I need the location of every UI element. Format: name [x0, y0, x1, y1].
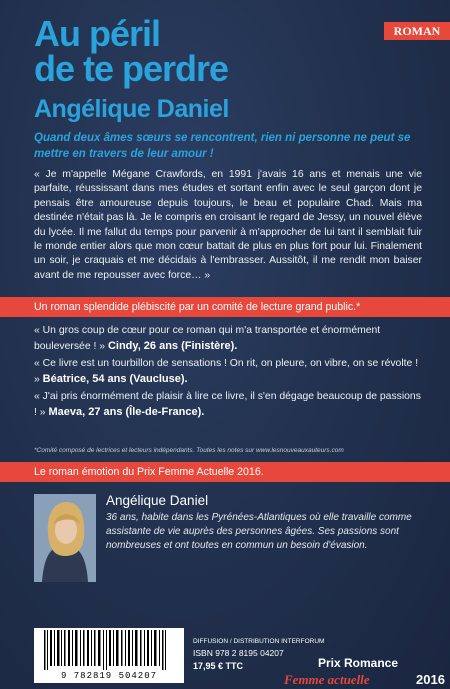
book-title [34, 13, 229, 89]
quote-author: Maeva, 27 ans (Île-de-France). [48, 405, 205, 418]
author-photo [34, 494, 96, 582]
quote-text: « J'ai pris énormément de plaisir à lire ce livre, il s'en dégage beaucoup de passions ! » [34, 391, 421, 418]
genre-badge: ROMAN [384, 22, 450, 40]
barcode-number: 9 782819 504207 [60, 671, 157, 681]
prize-banner-text: Le roman émotion du Prix Femme Actuelle 2016. [34, 466, 264, 478]
distribution-label: DIFFUSION / DISTRIBUTION INTERFORUM [193, 638, 325, 645]
review-banner [0, 297, 450, 317]
title-line-1: Au péril [34, 13, 161, 54]
barcode-icon [34, 630, 184, 672]
prize-magazine: Femme actuelle [284, 672, 370, 687]
quote-text: « Un gros coup de cœur pour ce roman qui m'a transportée et énormément bouleversée ! » [34, 325, 381, 352]
isbn: ISBN 978 2 8195 04207 [193, 648, 284, 658]
review-quote [34, 324, 424, 354]
title-line-2: de te perdre [34, 48, 229, 89]
quote-author: Cindy, 26 ans (Finistère). [107, 339, 238, 352]
prize-year: 2016 [416, 672, 445, 687]
author-name: Angélique Daniel [34, 95, 229, 123]
prize-banner [0, 462, 450, 482]
price: 17,95 € TTC [193, 661, 244, 671]
bio-text: 36 ans, habite dans les Pyrénées-Atlantiques où elle travaille comme assistante de vie auprès des personnes âgées. Ses passions sont nombreuses et ont toutes en commun un besoin d'évasion. [106, 512, 412, 551]
prize-logo [282, 624, 450, 689]
bio-author-name: Angélique Daniel [106, 493, 209, 508]
review-quote [34, 357, 424, 387]
quote-text: « Ce livre est un tourbillon de sensations ! On rit, on pleure, on vibre, on se révolte ! » [34, 358, 419, 385]
prize-title: Prix Romance [318, 656, 399, 670]
review-quote [34, 390, 424, 420]
review-banner-text: Un roman splendide plébiscité par un comité de lecture grand public.* [34, 301, 361, 313]
barcode [34, 628, 184, 683]
author-portrait-icon [34, 494, 96, 582]
tagline: Quand deux âmes sœurs se rencontrent, rien ni personne ne peut se mettre en travers de leur amour ! [34, 132, 411, 160]
committee-footnote: *Comité composé de lectrices et lecteurs indépendants. Toutes les notes sur www.lesnouveauxauteurs.com [34, 447, 344, 454]
excerpt-text: « Je m'appelle Mégane Crawfords, en 1991 j'avais 16 ans et menais une vie parfaite, réussissant dans mes études et sortant enfin avec le seul garçon dont je pensais être amoureuse depuis toujours, le beau et populaire Chad. Mais ma destinée n'était pas là. Je le compris en croisant le regard de Jessy, un nouvel élève du lycée. Il me fallut du temps pour parvenir à m'approcher de lui tant il semblait fuir le monde entier alors que mon cœur battait de plus en plus fort pour lui. Finalement un soir, je craquais et me décidais à l'embrasser. Aussitôt, il me rendit mon baiser avant de me repousser avec force… » [34, 169, 422, 281]
quote-author: Béatrice, 54 ans (Vaucluse). [42, 372, 188, 385]
